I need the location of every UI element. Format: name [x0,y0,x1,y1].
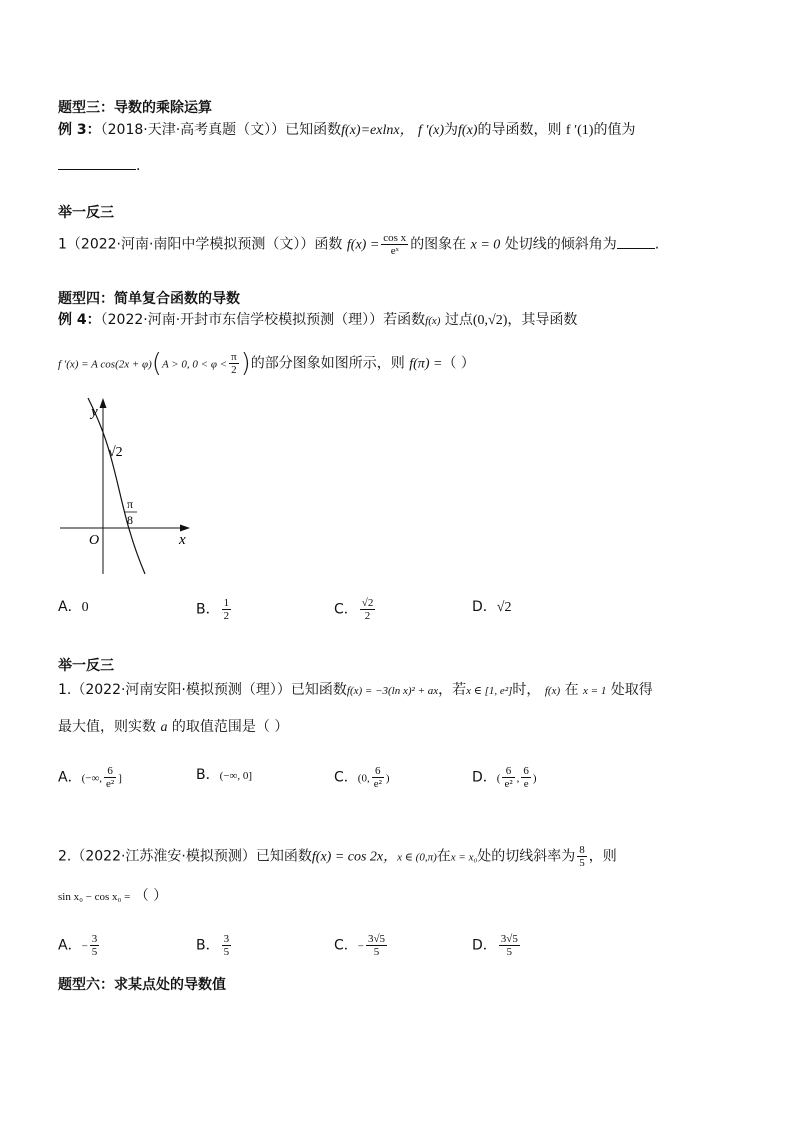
fraction-numerator: 3 [223,933,230,945]
example-3-source: （2018·天津·高考真题（文））已知函数 [100,122,342,138]
practice-2-q2-line-1 [58,844,617,869]
option-label: A． [58,599,82,615]
q2-prefix: 2.（2022·江苏淮安·模拟预测）已知函数 [58,848,312,865]
origin-label: O [89,533,100,548]
q2-text-a: 在 [436,848,451,865]
option-value: (−∞, 0] [219,770,252,782]
example-4-label: 例 4： [58,312,101,328]
section-3-title: 题型三：导数的乘除运算 [58,100,212,116]
example-4-text-c: 的部分图象如图所示，则 [250,355,405,372]
option-fraction [104,765,116,790]
option-sign: − [357,940,364,953]
option-interval-start: (−∞, [81,772,103,785]
q1-fx: f(x) [544,685,561,697]
section-6-title: 题型六：求某点处的导数值 [58,977,226,993]
fraction-denominator: 5 [373,946,380,958]
practice-1-fraction [381,232,408,257]
ex4-option-d[interactable] [472,597,511,618]
q1-function: f(x) = −3(ln x)² + ax [346,685,439,697]
fraction-denominator: 5 [579,857,585,869]
example-4-condition: A > 0, 0 < φ < [161,358,228,371]
q2-text-b: 处的切线斜率为 [477,848,576,865]
example-4-source: （2022·河南·开封市东信学校模拟预测（理））若函数 [100,312,426,328]
option-interval-comma: , [516,772,520,785]
option-fraction [499,933,520,958]
option-label: D． [472,769,497,786]
q1-option-d[interactable] [472,765,537,790]
q2-text-c: ，则 [588,848,617,865]
option-label: D． [472,937,497,954]
q2-option-d[interactable] [472,933,522,958]
section-4-title: 题型四：简单复合函数的导数 [58,291,240,307]
q1-line2-b: 的取值范围是（ ） [171,719,289,735]
fraction-numerator: 1 [223,597,230,609]
q1-text-c: 在 [564,682,579,698]
option-label: B． [196,601,220,618]
q2-paren: （ ） [134,888,168,904]
practice-2-q1-line-2 [58,717,288,738]
q2-domain: x ∈ (0,π) [397,851,437,864]
y-axis-arrow [100,398,107,408]
practice-1-prefix: 1（2022·河南·南阳中学模拟预测（文））函数 [58,236,343,253]
example-4-text-a: 过点 [444,312,473,328]
example-3-function: f(x)=exlnx， [341,123,414,138]
option-fraction [222,597,232,622]
example-3-text-a: 为 [444,122,459,138]
practice-title-1: 举一反三 [58,205,114,221]
fraction-denominator: e² [373,778,382,790]
fraction-denominator: e² [106,778,115,790]
practice-1-x0: x = 0 [470,237,501,253]
option-fraction-2 [521,765,531,790]
derivative-graph [58,396,198,580]
x-root-numerator: π [126,497,134,511]
y-axis-label: y [91,404,98,420]
example-3-line [58,120,635,141]
q1-prefix: 1.（2022·河南安阳·模拟预测（理））已知函数 [58,682,347,698]
example-4-point: (0,√2) [472,313,508,328]
option-sign: − [81,940,88,953]
option-label: C． [334,769,358,786]
option-value: √2 [496,600,512,615]
option-interval-end: ] [118,772,122,785]
option-interval-start: ( [496,772,501,785]
x-axis-arrow [180,525,190,532]
x-axis-label: x [179,532,186,548]
option-label: C． [334,601,358,618]
fraction-denominator: 2 [223,610,230,622]
option-label: B． [196,767,220,783]
fraction-denominator: 5 [223,946,230,958]
fraction-numerator: √2 [361,597,374,609]
option-fraction [90,933,100,958]
example-3-fx: f(x) [458,123,478,138]
option-label: C． [334,937,358,954]
example-3-answer-line [58,156,140,176]
example-3-label: 例 3： [58,122,101,138]
q2-slope-fraction [577,844,587,869]
option-fraction [222,933,232,958]
q1-text-a: ，若 [438,682,467,698]
fraction-denominator: 2 [364,610,371,622]
q1-option-b[interactable] [196,765,252,786]
fraction-numerator: cos x [383,232,407,244]
option-value: 0 [81,600,89,615]
fraction-numerator: 6 [372,765,384,778]
practice-1-question [58,232,659,257]
practice-1-fx: f(x) = [346,237,380,253]
q1-line2-a: 最大值，则实数 [58,719,156,735]
option-interval-end: ) [385,772,390,785]
q1-x1: x = 1 [583,685,607,697]
option-fraction [372,765,384,790]
option-interval-end: ) [532,772,537,785]
ex4-option-b[interactable] [196,597,233,622]
q2-expression: sin x₀ − cos x₀ = [58,891,131,903]
example-4-paren: （ ） [442,355,475,372]
ex4-option-a[interactable] [58,597,89,618]
example-4-line [58,310,577,331]
option-label: B． [196,937,220,954]
fraction-numerator: 3 [91,933,98,945]
option-label: A． [58,937,82,954]
example-4-text-b: ，其导函数 [507,312,578,328]
practice-title-2: 举一反三 [58,658,114,674]
fraction-denominator: e [523,778,529,790]
option-fraction [366,933,387,958]
option-interval-start: (0, [357,772,370,785]
fraction-numerator: 8 [579,844,585,856]
fraction-denominator: 5 [91,946,98,958]
condition-fraction [229,351,239,376]
option-label: A． [58,769,82,786]
y-intercept-label: √2 [108,445,123,460]
fraction-denominator: 2 [231,364,237,376]
q2-function: f(x) = cos 2x， [311,849,398,865]
practice-2-q2-line-2 [58,886,167,907]
q1-text-d: 处取得 [610,682,653,698]
ex4-option-c[interactable] [334,597,377,622]
example-3-fprime-1: f ′(1) [565,123,594,138]
fraction-numerator: 6 [104,765,116,778]
fraction-denominator: 5 [506,946,513,958]
practice-1-text-b: 处切线的倾斜角为 [504,236,617,253]
fraction-denominator: eˣ [390,245,399,257]
q1-option-a[interactable] [58,765,122,790]
option-label: D． [472,599,497,615]
practice-2-q1-line-1 [58,680,653,701]
fraction-numerator: 6 [523,765,529,777]
example-4-derivative: f ′(x) = A cos(2x + φ) [58,358,152,371]
q1-domain: x ∈ [1, e²] [466,685,513,697]
fraction-numerator: 3√5 [500,933,518,945]
example-4-fx: f(x) [425,315,441,327]
example-3-text-c: 的值为 [593,122,636,138]
q2-x0: x = x₀ [450,851,478,864]
period: . [136,158,141,174]
option-fraction [360,597,376,622]
example-4-line-2: f ′(x) = A cos(2x + φ)(A > 0, 0 < φ < $\frac{\pi}{2}$ )的部分图象如图所示，则 f(π) =（ ） [58,348,475,379]
practice-1-text-a: 的图象在 [410,236,467,253]
fraction-denominator: e² [504,778,513,790]
x-root-denominator: 8 [127,513,133,527]
q1-option-c[interactable] [334,765,390,790]
answer-blank[interactable] [617,248,655,249]
example-3-text-b: 的导函数，则 [477,122,562,138]
q2-option-c[interactable] [334,933,389,958]
fraction-numerator: 6 [502,765,514,778]
period: . [654,236,660,253]
q2-option-a[interactable] [58,933,101,958]
example-3-fprime: f ′(x) [418,123,445,138]
q1-variable-a: a [160,720,168,735]
fraction-numerator: 3√5 [368,933,386,945]
q2-option-b[interactable] [196,933,233,958]
fraction-numerator: π [231,351,237,363]
option-fraction [502,765,514,790]
q1-text-b: 时， [512,682,541,698]
answer-blank[interactable] [58,169,136,170]
example-4-fpi: f(π) = [409,356,443,372]
